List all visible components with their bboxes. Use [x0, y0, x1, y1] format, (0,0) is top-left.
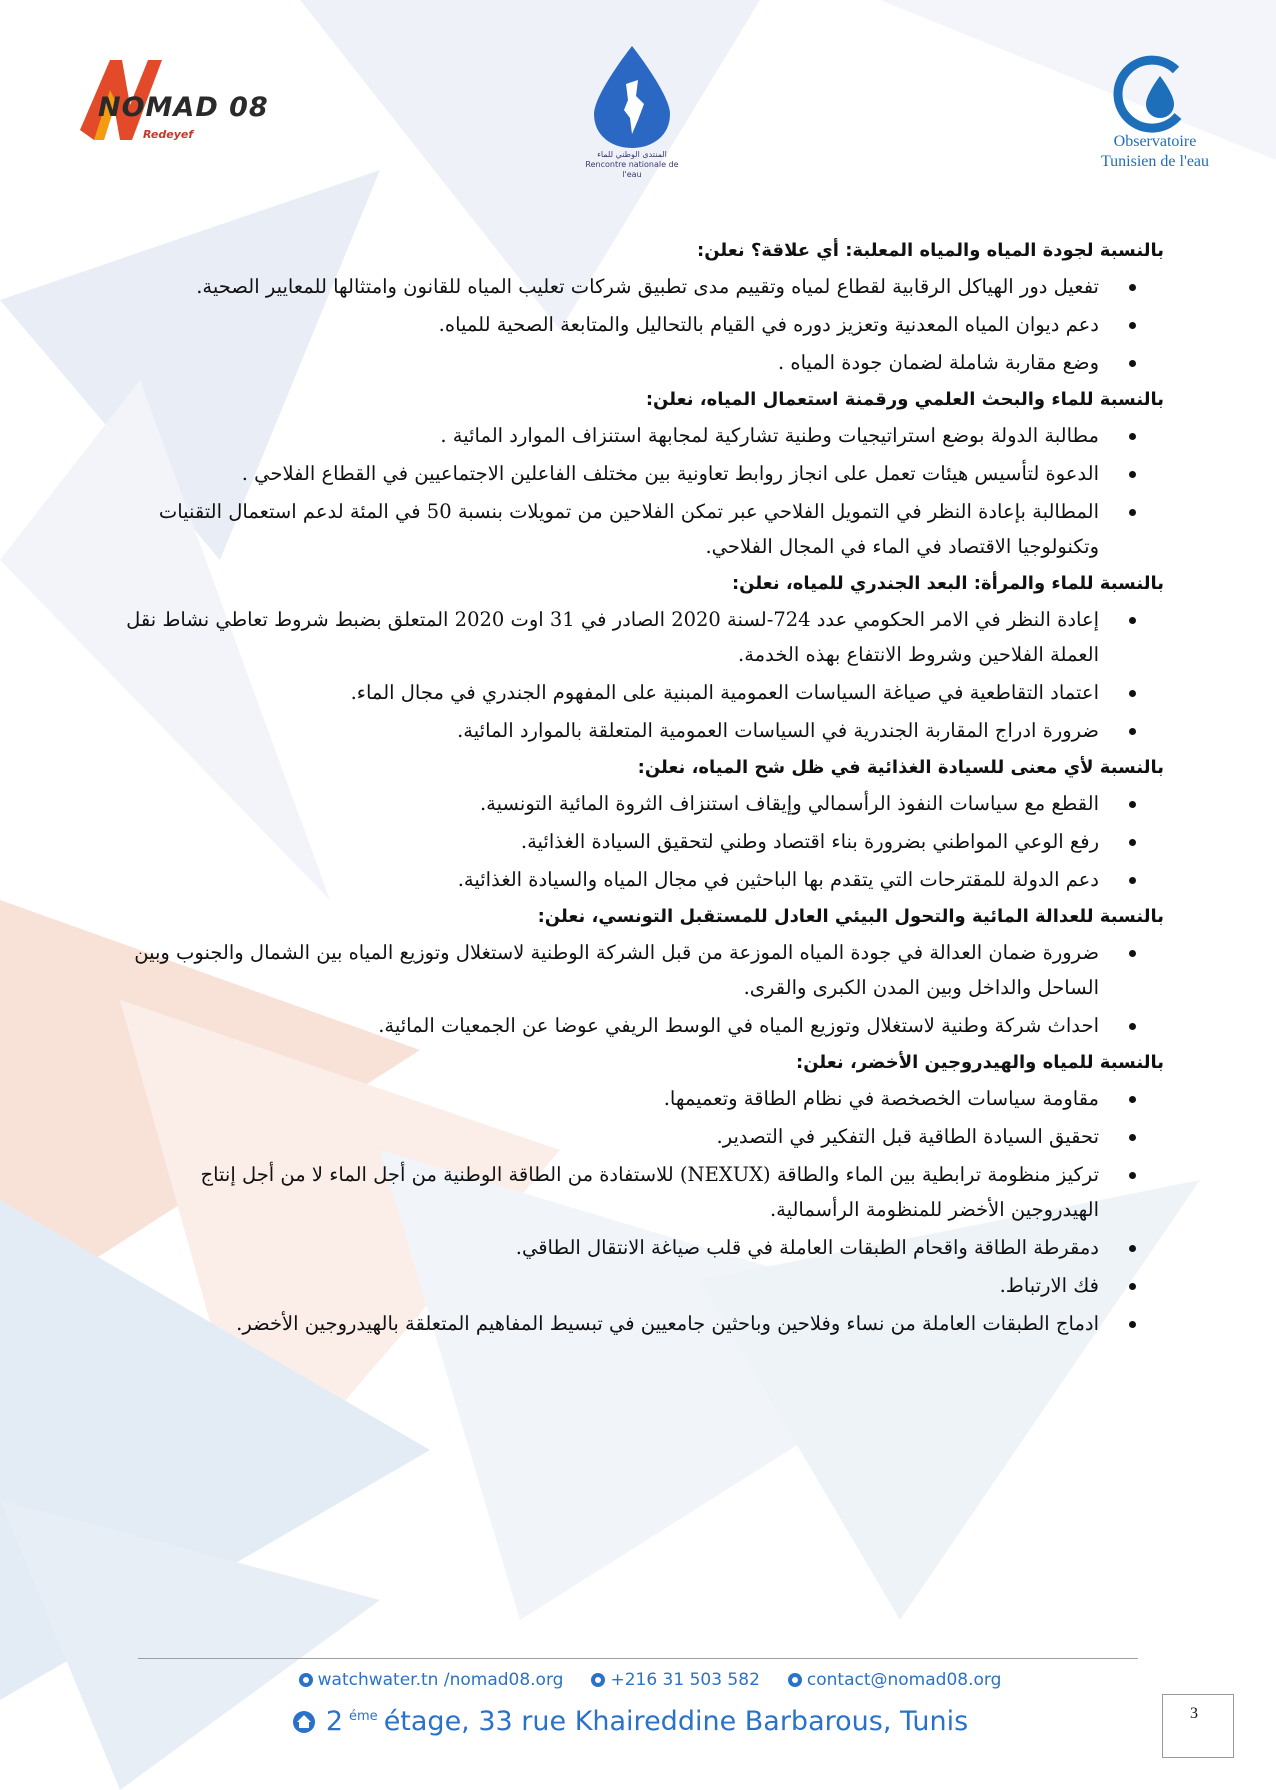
footer-phone[interactable]	[591, 1670, 759, 1690]
list-item: تفعيل دور الهياكل الرقابية لقطاع لمياه وتقييم مدى تطبيق شركات تعليب المياه للقانون وامتثالها للمعايير الصحية.	[110, 269, 1164, 304]
list-item: المطالبة بإعادة النظر في التمويل الفلاحي عبر تمكن الفلاحين من تمويلات بنسبة 50 في المئة لدعم استعمال التقنيات وتكنولوجيا الاقتصاد في الماء في المجال الفلاحي.	[110, 494, 1164, 564]
list-item: تحقيق السيادة الطاقية قبل التفكير في التصدير.	[110, 1119, 1164, 1154]
list-item: ادماج الطبقات العاملة من نساء وفلاحين وباحثين جامعيين في تبسيط المفاهيم المتعلقة بالهيدروجين الأخضر.	[110, 1306, 1164, 1341]
mail-icon	[788, 1673, 802, 1687]
website-text: watchwater.tn /nomad08.org	[317, 1670, 564, 1690]
address-superscript: éme	[349, 1709, 378, 1724]
section-title: بالنسبة لأي معنى للسيادة الغذائية في ظل شح المياه، نعلن:	[637, 757, 1164, 778]
list-item: وضع مقاربة شاملة لضمان جودة المياه .	[110, 345, 1164, 380]
list-item: القطع مع سياسات النفوذ الرأسمالي وإيقاف استنزاف الثروة المائية التونسية.	[110, 786, 1164, 821]
list-item: مقاومة سياسات الخصخصة في نظام الطاقة وتعميمها.	[110, 1081, 1164, 1116]
observatoire-caption-line1: Observatoire	[1113, 133, 1197, 150]
section-green-hydrogen	[110, 1046, 1164, 1341]
section-water-quality	[110, 234, 1164, 380]
section-water-women	[110, 567, 1164, 748]
list-item: دمقرطة الطاقة واقحام الطبقات العاملة في قلب صياغة الانتقال الطاقي.	[110, 1230, 1164, 1265]
globe-icon	[299, 1673, 313, 1687]
list-item: ضرورة ضمان العدالة في جودة المياه الموزعة من قبل الشركة الوطنية لاستغلال وتوزيع المياه بين الشمال والجنوب وبين الساحل والداخل وبين المدن الكبرى والقرى.	[110, 935, 1164, 1005]
section-research-digitization	[110, 383, 1164, 564]
bullet-list	[110, 418, 1164, 564]
bullet-list	[110, 1081, 1164, 1341]
list-item: الدعوة لتأسيس هيئات تعمل على انجاز روابط تعاونية بين مختلف الفاعلين الاجتماعيين في القطاع الفلاحي .	[110, 456, 1164, 491]
footer-website[interactable]	[299, 1670, 564, 1690]
list-item: إعادة النظر في الامر الحكومي عدد 724-لسنة 2020 الصادر في 31 اوت 2020 المتعلق بضبط شروط تعاطي نشاط نقل العملة الفلاحين وشروط الانتفاع بهذه الخدمة.	[110, 602, 1164, 672]
list-item: اعتماد التقاطعية في صياغة السياسات العمومية المبنية على المفهوم الجندري في مجال الماء.	[110, 675, 1164, 710]
phone-text: +216 31 503 582	[610, 1670, 760, 1690]
center-logo-caption-fr: Rencontre nationale de l'eau	[585, 160, 679, 179]
list-item: احداث شركة وطنية لاستغلال وتوزيع المياه في الوسط الريفي عوضا عن الجمعيات المائية.	[110, 1008, 1164, 1043]
section-food-sovereignty	[110, 751, 1164, 897]
home-icon	[292, 1710, 316, 1734]
email-text: contact@nomad08.org	[806, 1670, 1002, 1690]
list-item: دعم الدولة للمقترحات التي يتقدم بها الباحثين في مجال المياه والسيادة الغذائية.	[110, 862, 1164, 897]
footer-divider	[138, 1658, 1138, 1659]
observatoire-caption-line2: Tunisien de l'eau	[1100, 153, 1210, 170]
water-drop-logo-icon	[586, 44, 678, 150]
bullet-list	[110, 935, 1164, 1043]
bullet-list	[110, 786, 1164, 897]
section-title: بالنسبة للماء والمرأة: البعد الجندري للمياه، نعلن:	[731, 573, 1164, 594]
section-water-justice	[110, 900, 1164, 1043]
nomad-logo-subtitle: Redeyef	[143, 128, 194, 141]
center-logo-caption-ar: المنتدى الوطني للماء	[597, 150, 667, 159]
section-title: بالنسبة لجودة المياه والمياه المعلبة: أي علاقة؟ نعلن:	[697, 240, 1164, 261]
nomad-logo-text: NOMAD 08	[98, 92, 269, 123]
observatoire-caption	[1060, 132, 1250, 172]
list-item: ضرورة ادراج المقاربة الجندرية في السياسات العمومية المتعلقة بالموارد المائية.	[110, 713, 1164, 748]
footer-contacts	[200, 1670, 1100, 1690]
address-number: 2	[325, 1706, 344, 1737]
page-header	[0, 20, 1276, 179]
observatoire-logo-icon	[1106, 50, 1196, 140]
list-item: تركيز منظومة ترابطية بين الماء والطاقة (NEXUX) للاستفادة من الطاقة الوطنية من أجل الماء لا من أجل إنتاج الهيدروجين الأخضر للمنظومة الرأسمالية.	[110, 1157, 1164, 1227]
list-item: رفع الوعي المواطني بضرورة بناء اقتصاد وطني لتحقيق السيادة الغذائية.	[110, 824, 1164, 859]
declaration-body	[110, 232, 1164, 1344]
address-text: étage, 33 rue Khaireddine Barbarous, Tunis	[383, 1706, 969, 1737]
list-item: فك الارتباط.	[110, 1268, 1164, 1303]
center-logo-caption	[576, 150, 688, 180]
section-title: بالنسبة للماء والبحث العلمي ورقمنة استعمال المياه، نعلن:	[645, 389, 1164, 410]
page-number: 3	[1190, 1705, 1198, 1722]
section-title: بالنسبة للمياه والهيدروجين الأخضر، نعلن:	[796, 1052, 1164, 1073]
list-item: مطالبة الدولة بوضع استراتيجيات وطنية تشاركية لمجابهة استنزاف الموارد المائية .	[110, 418, 1164, 453]
phone-icon	[591, 1673, 605, 1687]
bullet-list	[110, 269, 1164, 380]
page-number-box	[1162, 1694, 1234, 1758]
section-title: بالنسبة للعدالة المائية والتحول البيئي العادل للمستقبل التونسي، نعلن:	[537, 906, 1164, 927]
footer-address	[250, 1706, 1010, 1737]
bullet-list	[110, 602, 1164, 748]
list-item: دعم ديوان المياه المعدنية وتعزيز دوره في القيام بالتحاليل والمتابعة الصحية للمياه.	[110, 307, 1164, 342]
footer-email[interactable]	[788, 1670, 1001, 1690]
